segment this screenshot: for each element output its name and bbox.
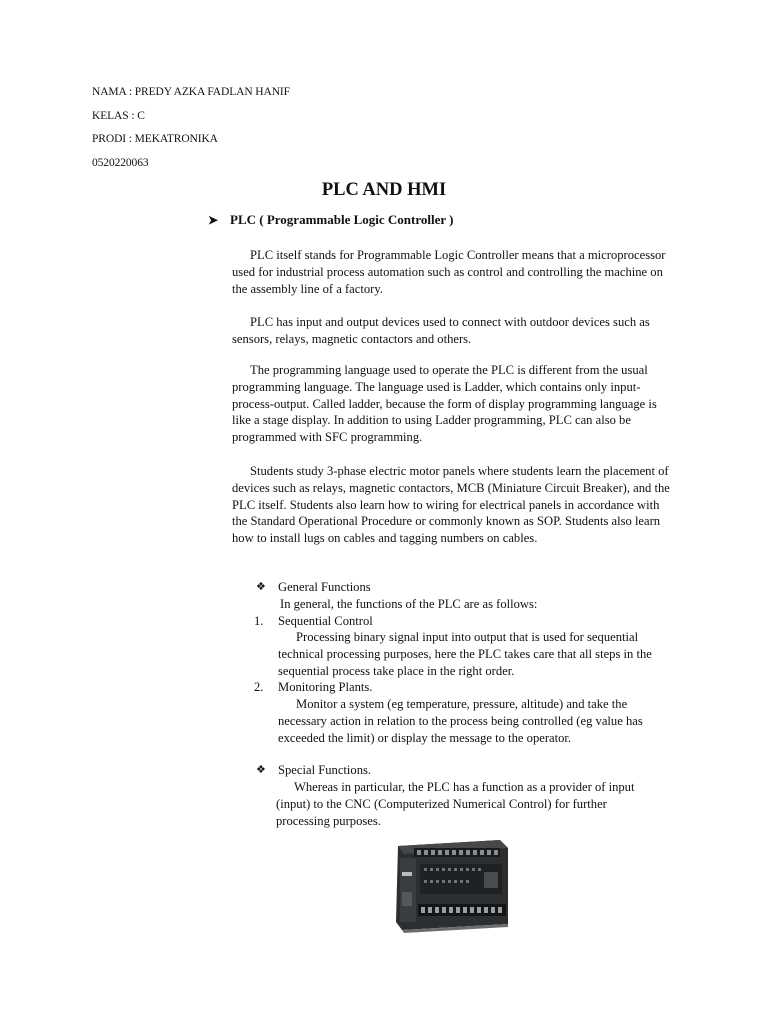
section-heading (208, 212, 454, 228)
student-program: PRODI : MEKATRONIKA (92, 133, 218, 145)
four-diamond-bullet-icon: ❖ (256, 764, 266, 776)
section-heading-text: PLC ( Programmable Logic Controller ) (230, 212, 454, 227)
special-functions-body: Whereas in particular, the PLC has a function as a provider of input (input) to the CNC (Computerized Numerical Control) for further processing purposes. (276, 780, 635, 828)
special-functions-heading (256, 762, 371, 779)
paragraph-language: The programming language used to operate the PLC is different from the usual programming language. The language used is Ladder, which contains only input-process-output. Called ladder, because the form of display programming language is like a stage display. In addition to using Ladder programming, PLC can also be programmed with SFC programming. (232, 363, 657, 445)
list-item-sequential (254, 613, 373, 630)
student-id: 0520220063 (92, 157, 149, 169)
list-item-monitoring (254, 679, 372, 696)
list-item-title: Sequential Control (278, 614, 373, 628)
paragraph-students: Students study 3-phase electric motor panels where students learn the placement of devices such as relays, magnetic contactors, MCB (Miniature Circuit Breaker), and the PLC itself. Students also learn how to wiring for electrical panels in accordance with the Standard Operational Procedure or commonly known as SOP. Students also learn how to install lugs on cables and tagging numbers on cables. (232, 464, 670, 546)
paragraph-devices: PLC has input and output devices used to connect with outdoor devices such as sensors, relays, magnetic contactors and others. (232, 315, 650, 346)
special-functions-label: Special Functions. (278, 763, 372, 777)
student-name: NAMA : PREDY AZKA FADLAN HANIF (92, 86, 290, 98)
general-functions-label: General Functions (278, 580, 371, 594)
general-functions-heading (256, 579, 371, 596)
list-number: 2. (254, 680, 264, 694)
four-diamond-bullet-icon: ❖ (256, 581, 266, 593)
student-class: KELAS : C (92, 110, 145, 122)
paragraph-definition: PLC itself stands for Programmable Logic Controller means that a microprocessor used for industrial process automation such as control and controlling the machine on the assembly line of a factory. (232, 248, 666, 296)
general-functions-intro: In general, the functions of the PLC are as follows: (280, 597, 538, 611)
page-title: PLC AND HMI (321, 180, 447, 200)
list-item-title: Monitoring Plants. (278, 680, 373, 694)
list-item-body: Monitor a system (eg temperature, pressure, altitude) and take the necessary action in relation to the process being controlled (eg value has exceeded the limit) or display the message to the operator. (278, 697, 643, 745)
plc-device-image (390, 832, 512, 934)
list-number: 1. (254, 614, 264, 628)
list-item-body: Processing binary signal input into output that is used for sequential technical processing purposes, here the PLC takes care that all steps in the sequential process take place in the right order. (278, 630, 652, 678)
arrowhead-bullet-icon: ➤ (208, 212, 219, 227)
